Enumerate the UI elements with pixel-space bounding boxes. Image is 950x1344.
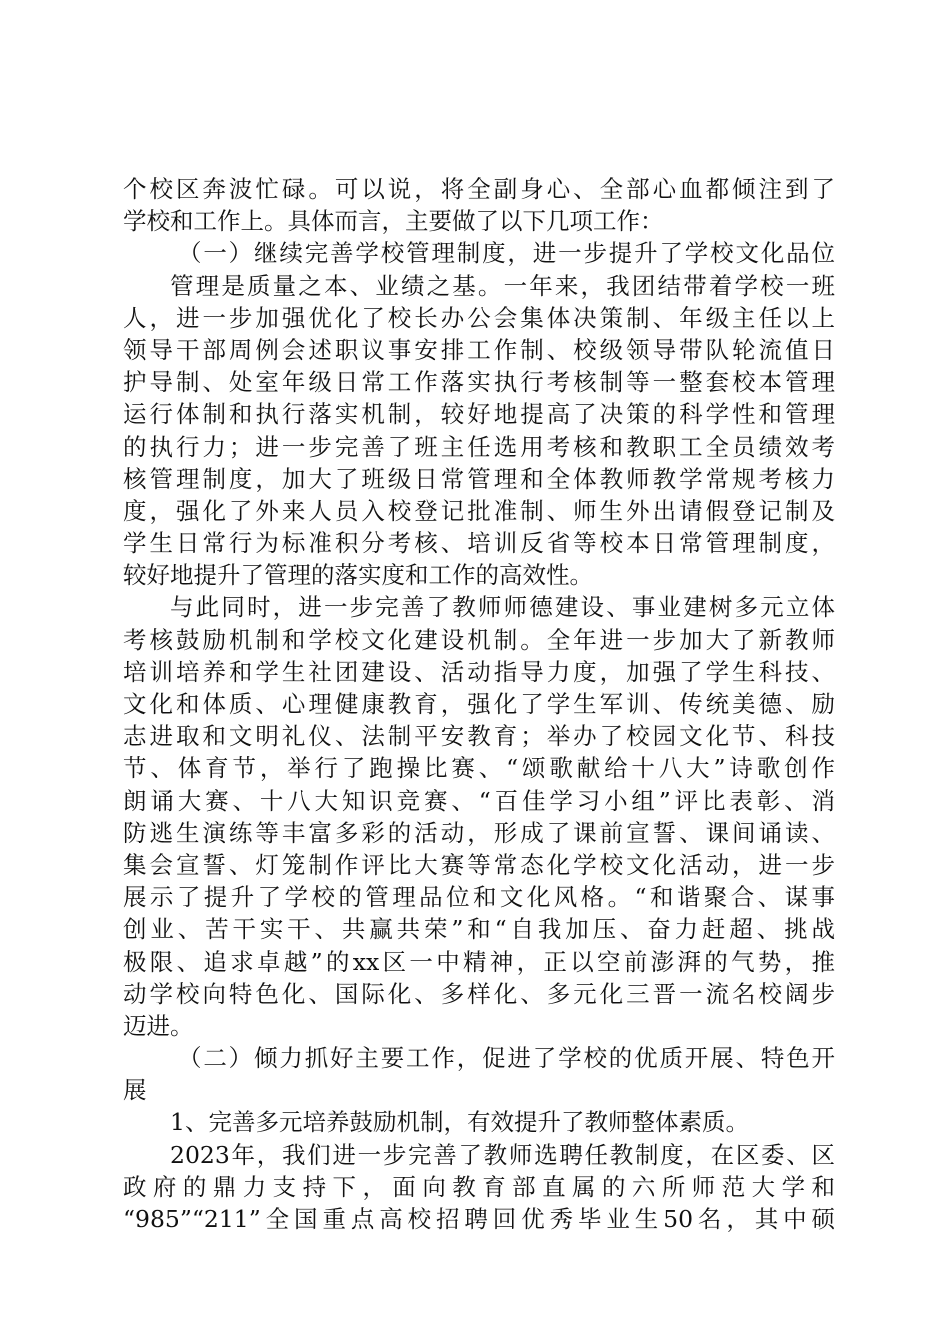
paragraph-line: 防逃生演练等丰富多彩的活动，形成了课前宣誓、课间诵读、 <box>123 818 835 847</box>
paragraph-line: 极限、追求卓越”的xx区一中精神，正以空前澎湃的气势，推 <box>123 947 835 976</box>
paragraph-line: 与此同时，进一步完善了教师师德建设、事业建树多元立体 <box>170 593 835 622</box>
paragraph-line: 管理是质量之本、业绩之基。一年来，我团结带着学校一班 <box>170 271 835 300</box>
paragraph-line: 2023年，我们进一步完善了教师选聘任教制度，在区委、区 <box>170 1140 835 1169</box>
paragraph-line: 培训培养和学生社团建设、活动指导力度，加强了学生科技、 <box>123 657 835 686</box>
paragraph-line: 集会宣誓、灯笼制作评比大赛等常态化学校文化活动，进一步 <box>123 850 835 879</box>
paragraph-line: 较好地提升了管理的落实度和工作的高效性。 <box>123 561 593 590</box>
paragraph-line: 政府的鼎力支持下，面向教育部直属的六所师范大学和 <box>123 1172 835 1201</box>
paragraph-line: 考核鼓励机制和学校文化建设机制。全年进一步加大了新教师 <box>123 625 835 654</box>
paragraph-line: 运行体制和执行落实机制，较好地提高了决策的科学性和管理 <box>123 400 835 429</box>
document-body <box>123 173 835 1235</box>
paragraph-line: 护导制、处室年级日常工作落实执行考核制等一整套校本管理 <box>123 368 835 397</box>
paragraph-line: 节、体育节，举行了跑操比赛、“颂歌献给十八大”诗歌创作 <box>123 754 835 783</box>
section-heading-line: （一）继续完善学校管理制度，进一步提升了学校文化品位 <box>178 239 835 268</box>
paragraph-line: 创业、苦干实干、共赢共荣”和“自我加压、奋力赶超、挑战 <box>123 915 835 944</box>
paragraph-line: 文化和体质、心理健康教育，强化了学生军训、传统美德、励 <box>123 690 835 718</box>
paragraph-line: 度，强化了外来人员入校登记批准制、师生外出请假登记制及 <box>123 496 835 525</box>
paragraph-line: 领导干部周例会述职议事安排工作制、校级领导带队轮流值日 <box>123 335 835 364</box>
paragraph-line: “985”“211”全国重点高校招聘回优秀毕业生50名，其中硕 <box>123 1205 835 1233</box>
paragraph-line: 1、完善多元培养鼓励机制，有效提升了教师整体素质。 <box>170 1108 749 1137</box>
paragraph-line: 学校和工作上。具体而言，主要做了以下几项工作： <box>123 207 664 236</box>
paragraph-line: 动学校向特色化、国际化、多样化、多元化三晋一流名校阔步 <box>123 979 835 1008</box>
paragraph-line: 学生日常行为标准积分考核、培训反省等校本日常管理制度， <box>123 529 835 558</box>
paragraph-line: 个校区奔波忙碌。可以说，将全副身心、全部心血都倾注到了 <box>123 175 835 203</box>
paragraph-line: 朗诵大赛、十八大知识竞赛、“百佳学习小组”评比表彰、消 <box>123 786 835 815</box>
paragraph-line: 的执行力；进一步完善了班主任选用考核和教职工全员绩效考 <box>123 432 835 461</box>
section-heading-line: （二）倾力抓好主要工作，促进了学校的优质开展、特色开 <box>178 1044 835 1073</box>
paragraph-line: 核管理制度，加大了班级日常管理和全体教师教学常规考核力 <box>123 464 835 493</box>
paragraph-line: 展 <box>123 1076 147 1105</box>
paragraph-line: 志进取和文明礼仪、法制平安教育；举办了校园文化节、科技 <box>123 722 835 751</box>
paragraph-line: 人，进一步加强优化了校长办公会集体决策制、年级主任以上 <box>123 303 835 332</box>
paragraph-line: 展示了提升了学校的管理品位和文化风格。“和谐聚合、谋事 <box>123 883 835 912</box>
paragraph-line: 迈进。 <box>123 1011 194 1040</box>
